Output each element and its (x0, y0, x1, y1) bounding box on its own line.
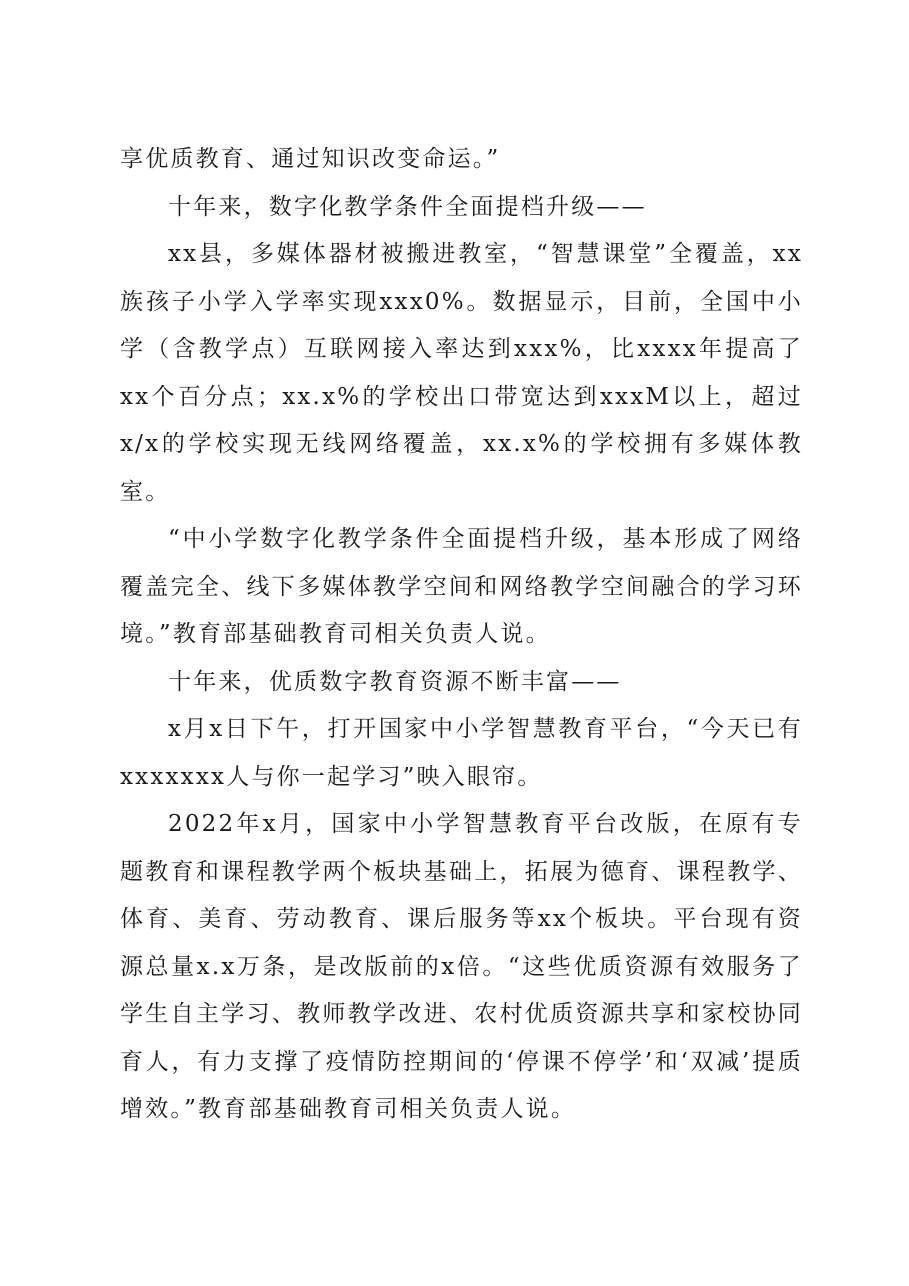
document-body (120, 136, 803, 1134)
paragraph-heading-digital-conditions: 十年来，数字化教学条件全面提档升级—— (168, 193, 647, 220)
paragraph-platform-visit: x月x日下午，打开国家中小学智慧教育平台，“今天已有xxxxxxx人与你一起学习”映入眼帘。 (120, 716, 803, 790)
paragraph-platform-revision: 2022年x月，国家中小学智慧教育平台改版，在原有专题教育和课程教学两个板块基础上，拓展为德育、课程教学、体育、美育、劳动教育、课后服务等xx个板块。平台现有资源总量x.x万条，是改版前的x倍。“这些优质资源有效服务了学生自主学习、教师教学改进、农村优质资源共享和家校协同育人，有力支撑了疫情防控期间的‘停课不停学’和‘双减’提质增效。”教育部基础教育司相关负责人说。 (120, 811, 803, 1122)
paragraph-county-statistics: xx县，多媒体器材被搬进教室，“智慧课堂”全覆盖，xx族孩子小学入学率实现xxx0%。数据显示，目前，全国中小学（含教学点）互联网接入率达到xxx%，比xxxx年提高了xx个百分点；xx.x%的学校出口带宽达到xxxM以上，超过x/x的学校实现无线网络覆盖，xx.x%的学校拥有多媒体教室。 (120, 241, 803, 505)
paragraph-official-quote-1: “中小学数字化教学条件全面提档升级，基本形成了网络覆盖完全、线下多媒体教学空间和网络教学空间融合的学习环境。”教育部基础教育司相关负责人说。 (120, 526, 803, 647)
paragraph-heading-digital-resources: 十年来，优质数字教育资源不断丰富—— (168, 668, 622, 695)
paragraph-continuation: 享优质教育、通过知识改变命运。” (120, 146, 501, 172)
